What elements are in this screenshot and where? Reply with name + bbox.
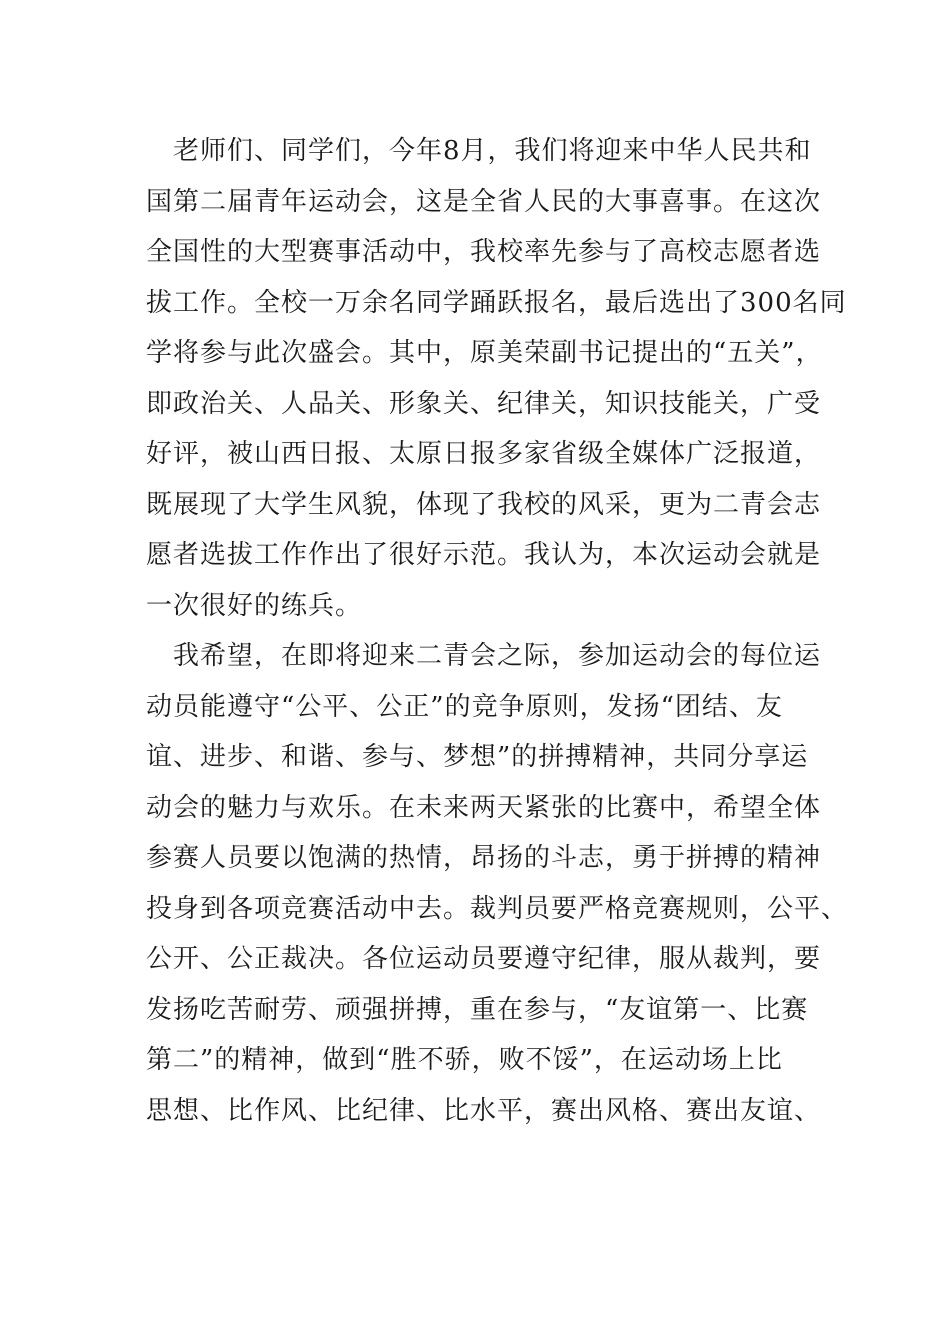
text-line: 拔工作。全校一万余名同学踊跃报名，最后选出了300名同 [146,287,847,318]
text-line: 即政治关、人品关、形象关、纪律关，知识技能关，广受 [146,388,822,419]
text-line: 老师们、同学们，今年8月，我们将迎来中华人民共和 [146,136,812,166]
text-line: 好评，被山西日报、太原日报多家省级全媒体广泛报道， [146,439,822,469]
text-line: 第二”的精神，做到“胜不骄，败不馁”，在运动场上比 [146,1045,783,1075]
text-line: 学将参与此次盛会。其中，原美荣副书记提出的“五关”， [146,338,823,368]
text-line: 谊、进步、和谐、参与、梦想”的拼搏精神，共同分享运 [146,742,809,772]
text-line: 愿者选拔工作作出了很好示范。我认为，本次运动会就是 [146,540,822,570]
text-line: 国第二届青年运动会，这是全省人民的大事喜事。在这次 [146,186,822,217]
paragraph-2 [146,631,849,1136]
text-line: 我希望，在即将迎来二青会之际，参加运动会的每位运 [146,641,822,671]
speech-text [146,126,849,1136]
text-line: 全国性的大型赛事活动中，我校率先参与了高校志愿者选 [146,237,822,267]
text-line: 一次很好的练兵。 [146,590,363,621]
text-line: 发扬吃苦耐劳、顽强拼搏，重在参与，“友谊第一、比赛 [146,994,809,1025]
text-line: 既展现了大学生风貌，体现了我校的风采，更为二青会志 [146,489,822,520]
text-line: 投身到各项竞赛活动中去。裁判员要严格竞赛规则，公平、 [146,893,849,924]
paragraph-1 [146,126,847,631]
text-line: 动员能遵守“公平、公正”的竞争原则，发扬“团结、友 [146,691,783,722]
text-line: 思想、比作风、比纪律、比水平，赛出风格、赛出友谊、 [146,1095,822,1126]
text-line: 动会的魅力与欢乐。在未来两天紧张的比赛中，希望全体 [146,792,822,823]
text-line: 参赛人员要以饱满的热情，昂扬的斗志，勇于拼搏的精神 [146,843,822,873]
text-line: 公开、公正裁决。各位运动员要遵守纪律，服从裁判，要 [146,944,822,974]
